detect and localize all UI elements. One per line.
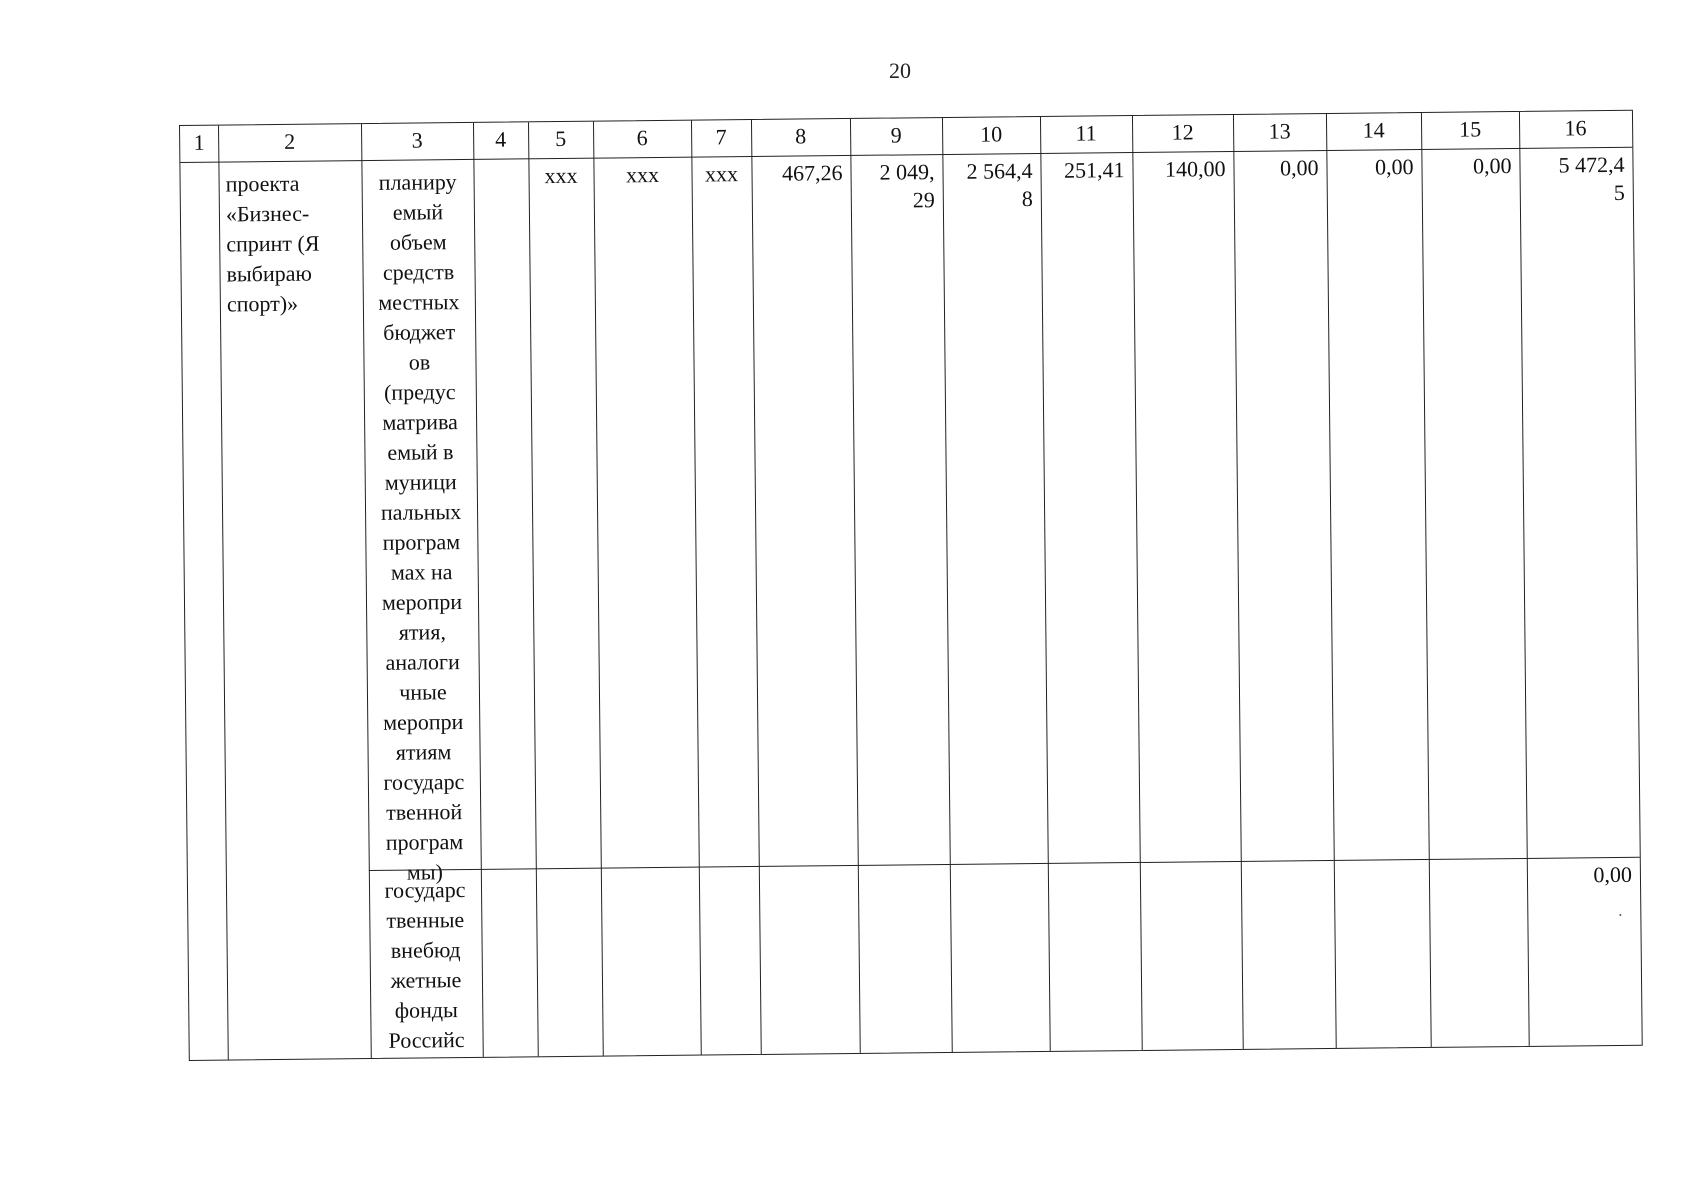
text-line: аналоги (385, 649, 460, 675)
project-name-cell (225, 168, 362, 319)
text-line: мы) (406, 859, 443, 885)
text-line: «Бизнес- (225, 200, 310, 227)
header-cell-3: 3 (411, 127, 423, 153)
text-line: ов (408, 349, 431, 375)
scan-speck (1619, 914, 1621, 916)
text-line: 2 564,4 (966, 158, 1033, 184)
col-separator (691, 121, 702, 1055)
text-line: муници (384, 469, 457, 495)
header-cell-11: 11 (1075, 120, 1097, 146)
cell-c16-row2: 0,00 (1593, 861, 1633, 888)
col-separator (1326, 114, 1337, 1048)
cell-c5: xxx (544, 162, 578, 189)
text-line: объем (389, 229, 447, 255)
text-line: матрива (382, 409, 459, 435)
row-divider (369, 857, 1640, 871)
text-line: планиру (378, 169, 457, 195)
text-line: пальных (380, 499, 462, 525)
col-separator (528, 122, 539, 1056)
col-separator (751, 120, 762, 1054)
page-number: 20 (889, 58, 911, 83)
cell-c10 (942, 157, 1041, 214)
text-line: 2 049, (879, 159, 935, 185)
header-cell-12: 12 (1171, 119, 1194, 145)
text-line: твенные (386, 907, 465, 933)
header-cell-4: 4 (495, 126, 507, 152)
header-cell-5: 5 (555, 125, 567, 152)
text-line: емый (392, 199, 444, 225)
header-cell-15: 15 (1458, 116, 1482, 142)
text-line: мах на (390, 559, 453, 585)
text-line: 8 (1021, 186, 1033, 212)
funding-source-cell-extrabudgetary-funds (371, 875, 481, 1056)
text-line: Российс (388, 1027, 465, 1053)
header-cell-1: 1 (193, 129, 205, 155)
text-line: твенной (386, 799, 463, 825)
col-separator (942, 118, 953, 1052)
cell-c13: 0,00 (1279, 155, 1319, 181)
text-line: ятия, (398, 619, 447, 645)
text-line: 5 472,4 (1558, 151, 1625, 178)
cell-c14: 0,00 (1374, 154, 1414, 180)
col-separator (1233, 115, 1244, 1049)
col-separator (1421, 113, 1432, 1047)
cell-c8: 467,26 (781, 160, 843, 186)
text-line: програм (382, 529, 461, 555)
col-separator (1040, 117, 1051, 1051)
text-line: меропри (381, 589, 463, 615)
col-separator (593, 122, 604, 1056)
budget-table (179, 110, 1643, 1061)
text-line: местных (378, 289, 460, 315)
cell-c6: xxx (625, 161, 660, 188)
text-line: ятиям (395, 739, 452, 765)
header-cell-8: 8 (795, 123, 807, 149)
col-separator (850, 119, 861, 1053)
text-line: спринт (Я (226, 230, 320, 257)
header-cell-9: 9 (890, 122, 902, 148)
text-line: бюджет (383, 319, 456, 345)
cell-c16 (1519, 151, 1633, 208)
col-separator (1519, 112, 1530, 1046)
text-line: (предус (383, 379, 456, 405)
text-line: государс (383, 769, 465, 795)
cell-c7: xxx (704, 161, 739, 187)
text-line: спорт)» (226, 290, 299, 317)
text-line: чные (399, 679, 447, 705)
text-line: проекта (225, 170, 300, 197)
text-line: государс (384, 877, 466, 903)
header-cell-7: 7 (715, 124, 727, 150)
header-cell-14: 14 (1362, 117, 1385, 143)
header-cell-13: 13 (1268, 118, 1291, 144)
text-line: 5 (1613, 179, 1625, 205)
header-cell-16: 16 (1564, 115, 1587, 141)
text-line: средств (382, 259, 455, 285)
header-cell-6: 6 (636, 125, 648, 151)
header-cell-10: 10 (980, 121, 1003, 147)
cell-c15: 0,00 (1472, 153, 1512, 179)
text-line: програм (385, 829, 464, 855)
col-separator (1132, 116, 1143, 1050)
text-line: фонды (394, 997, 458, 1023)
funding-source-cell-local-budgets (363, 167, 479, 888)
cell-c11: 251,41 (1063, 157, 1125, 183)
header-cell-2: 2 (284, 128, 296, 154)
text-line: выбираю (226, 260, 313, 287)
cell-c12: 140,00 (1164, 156, 1226, 182)
text-line: 29 (912, 187, 935, 213)
text-line: емый в (387, 439, 454, 465)
text-line: жетные (390, 967, 462, 993)
cell-c9 (850, 158, 943, 215)
text-line: внебюд (390, 937, 461, 963)
text-line: меропри (383, 709, 464, 735)
